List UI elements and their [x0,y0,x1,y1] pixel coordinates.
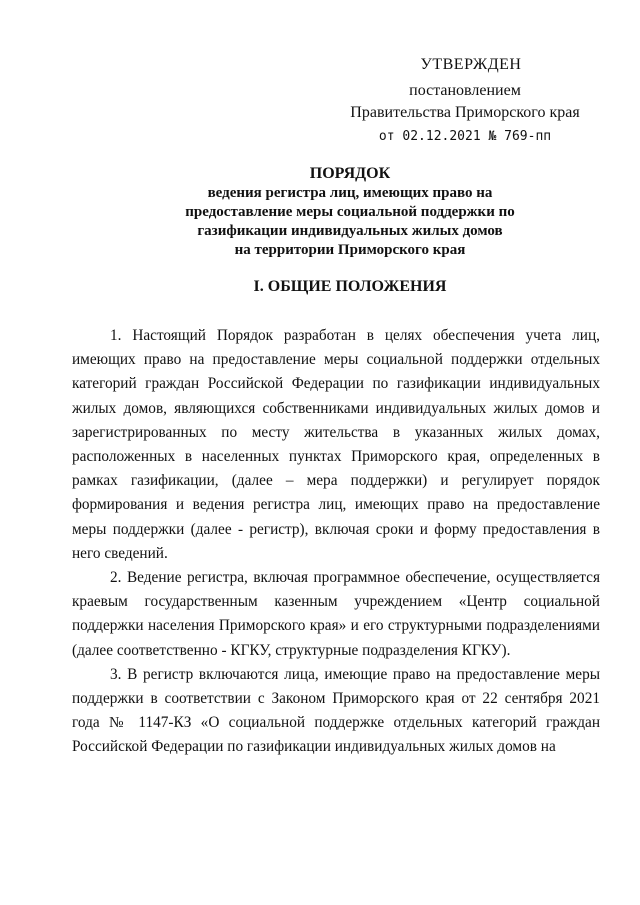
paragraph-1: 1. Настоящий Порядок разработан в целях обеспечения учета лиц, имеющих право на предоставление меры социальной поддержки отдельных категорий граждан Российской Федерации по газификации индивидуальных жилых домов, являющихся собственниками индивидуальных жилых домов и зарегистрированных по месту жительства в указанных жилых домах, расположенных в населенных пунктах Приморского края, определенных в рамках газификации, (далее – мера поддержки) и регулирует порядок формирования и ведения регистра лиц, имеющих право на предоставление меры поддержки (далее - регистр), включая сроки и форму предоставления в него сведений. [72,327,600,562]
approval-block [330,54,600,148]
approval-date-number-stamp: от 02.12.2021 № 769-пп [378,129,552,144]
section-heading: I. ОБЩИЕ ПОЛОЖЕНИЯ [253,278,447,295]
paragraph-3: 3. В регистр включаются лица, имеющие право на предоставление меры поддержки в соответствии с Законом Приморского края от 22 сентября 2021 года № 1147-КЗ «О социальной поддержке отдельных категорий граждан Российской Федерации по газификации индивидуальных жилых домов на [72,665,600,756]
document-title-line: ведения регистра лиц, имеющих право на [207,185,493,201]
approval-line-resolution: постановлением [409,82,521,99]
document-title-main: ПОРЯДОК [309,165,391,182]
approval-title: УТВЕРЖДЕН [420,56,522,73]
document-title-line: на территории Приморского края [234,242,466,258]
document-title-line: предоставление меры социальной поддержки по [185,204,515,220]
document-title [90,164,610,260]
paragraph-2: 2. Ведение регистра, включая программное обеспечение, осуществляется краевым государственным казенным учреждением «Центр социальной поддержки населения Приморского края» и его структурными подразделениями (далее соответственно - КГКУ, структурные подразделения КГКУ). [72,569,600,659]
document-title-line: газификации индивидуальных жилых домов [197,223,503,239]
approval-line-government: Правительства Приморского края [350,104,580,121]
document-body [72,324,600,760]
